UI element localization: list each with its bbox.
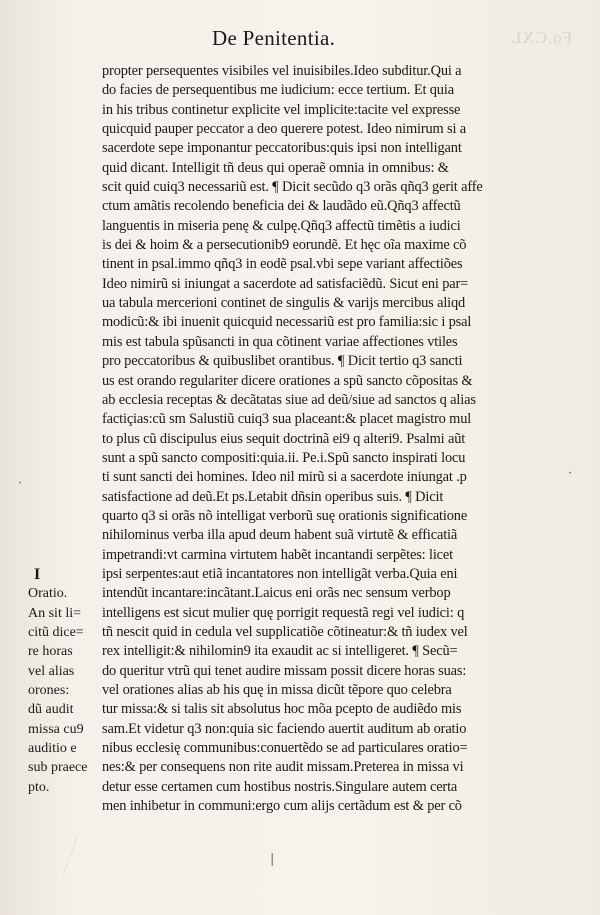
marginal-note-line: re horas [28, 644, 73, 660]
text-line: do facies de persequentibus me iudicium: ecce tertium. Et quia [102, 82, 454, 99]
marginal-note-line: pto. [28, 779, 50, 795]
marginal-note-line: missa cu9 [28, 721, 84, 737]
text-line: detur esse certamen cum hostibus nostris.Singulare autem certa [102, 778, 458, 795]
text-line: ti sunt sancti dei homines. Ideo nil mirũ si a sacerdote iniungat .p [102, 469, 467, 486]
text-line: impetrandi:vt carmina virtutem habẽt incantandi serpẽtes: licet [102, 546, 453, 563]
text-line: modicũ:& ibi inuenit quicquid necessariũ est pro familia:sic i psal [102, 314, 472, 331]
folio-number: Fo.CXL [510, 28, 573, 47]
marginal-note-line: orones: [28, 683, 70, 699]
text-line: sunt a spũ sancto compositi:quia.ii. Pe.i.Spũ sancto inspirati locu [102, 449, 466, 466]
text-line: propter persequentes visibiles vel inuisibiles.Ideo subditur.Qui a [102, 63, 462, 79]
running-head: De Penitentia. [212, 26, 336, 50]
text-line: languentis in miseria penę & culpę.Qñq3 affectũ timẽtis a iudici [102, 217, 461, 234]
margin-mark: · [18, 476, 23, 491]
text-line: intelligens est sicut mulier quę porrigit requestã regi vel iudici: q [102, 604, 465, 621]
marginal-note-line: sub praece [28, 760, 88, 776]
text-line: tur missa:& si talis sit absolutus hoc mõa pcepto de audiẽdo mis [102, 701, 462, 718]
text-line: ctum amãtis recolendo beneficia dei & laudãdo eũ.Qñq3 affectũ [102, 198, 461, 215]
text-line: nibus ecclesię communibus:conuertẽdo se ad particulares oratio= [102, 740, 468, 757]
text-line: is dei & hoim & a persecutionib9 eorundẽ. Et hęc oĩa maxime cõ [102, 237, 467, 254]
text-line: satisfactione ad deũ.Et ps.Letabit dñsin operibus suis. ¶ Dicit [102, 488, 444, 505]
marginal-note-line: citũ dice= [28, 625, 84, 641]
marginal-notes [28, 565, 104, 797]
text-line: quid dicant. Intelligit tñ deus qui operaẽ omnia in omnibus: & [102, 159, 449, 176]
text-line: us est orando regulariter dicere orationes a spũ sancto cõpositas & [102, 372, 473, 389]
text-line: Ideo nimirũ si iniungat a sacerdote ad satisfaciẽdũ. Sicut eni par= [102, 275, 469, 292]
text-line: quarto q3 si orãs nõ intelligat verborũ suę orationis significatione [102, 507, 468, 524]
text-line: sacerdote sepe imponantur peccatoribus:quis ipsi non intelligant [102, 140, 462, 157]
marginal-note-line: An sit li= [28, 605, 82, 621]
text-line: to plus cũ discipulus eius sequit doctrinã ei9 q alteri9. Psalmi aũt [102, 430, 466, 447]
text-line: do queritur vtrũ qui tenet audire missam possit dicere horas suas: [102, 662, 467, 679]
text-line: in his tribus continetur explicite vel implicite:tacite vel expresse [102, 101, 461, 118]
text-line: rex intelligit:& nihilomin9 ita exaudit ac si intelligeret. ¶ Secũ= [102, 643, 458, 660]
text-line: nes:& per consequens non rite audit missam.Preterea in missa vi [102, 759, 464, 776]
text-line: factiçias:cũ sm Salustiũ cuiq3 sua placeant:& placet magistro mul [102, 411, 472, 428]
marginal-note-line: vel alias [28, 663, 75, 679]
text-line: intendũt incantare:incãtant.Laicus eni orãs nec sensum verbop [102, 585, 451, 602]
text-line: sam.Et videtur q3 non:quia sic faciendo auertit auditum ab oratio [102, 720, 467, 737]
marginal-note-line: Oratio. [28, 586, 68, 602]
marginal-note-line: auditio e [28, 741, 77, 757]
text-line: mis est tabula spũsancti in qua cõtinent variae affectiones vtiles [102, 333, 458, 350]
text-line: pro peccatoribus & quibuslibet orantibus. ¶ Dicit tertio q3 sancti [102, 353, 463, 370]
text-line: ab ecclesia receptas & decãtatas siue ad deũ/siue ad sanctos q alias [102, 391, 476, 408]
text-line: ipsi serpentes:aut etiã incantatores non intelligãt verba.Quia eni [102, 565, 458, 582]
main-text-block [102, 62, 560, 816]
marginal-initial: I [34, 566, 41, 583]
text-line: vel orationes alias ab his quę in missa dicũt tẽpore quo celebra [102, 682, 452, 698]
page-fold-line [23, 835, 79, 875]
signature-mark: | [270, 852, 275, 867]
marginal-note-line: dũ audit [28, 702, 74, 718]
text-line: tñ nescit quid in cedula vel supplicatiõe cõtineatur:& tñ iudex vel [102, 623, 468, 640]
text-line: ua tabula mercerioni continet de singulis & varijs mercibus aliqd [102, 295, 466, 312]
text-line: nihilominus verba illa apud deum habent suã virtutẽ & efficatiã [102, 527, 458, 544]
text-line: men inhibetur in communi:ergo cum alijs certãdum est & per cõ [102, 798, 462, 815]
text-line: scit quid cuiq3 necessariũ est. ¶ Dicit secũdo q3 orãs qñq3 gerit affe [102, 179, 483, 196]
text-line: quicquid pauper peccator a deo querere potest. Ideo nimirum si a [102, 121, 467, 138]
text-line: tinent in psal.immo qñq3 in eodẽ psal.vbi sepe variant affectiões [102, 256, 463, 273]
margin-mark: · [568, 466, 573, 481]
